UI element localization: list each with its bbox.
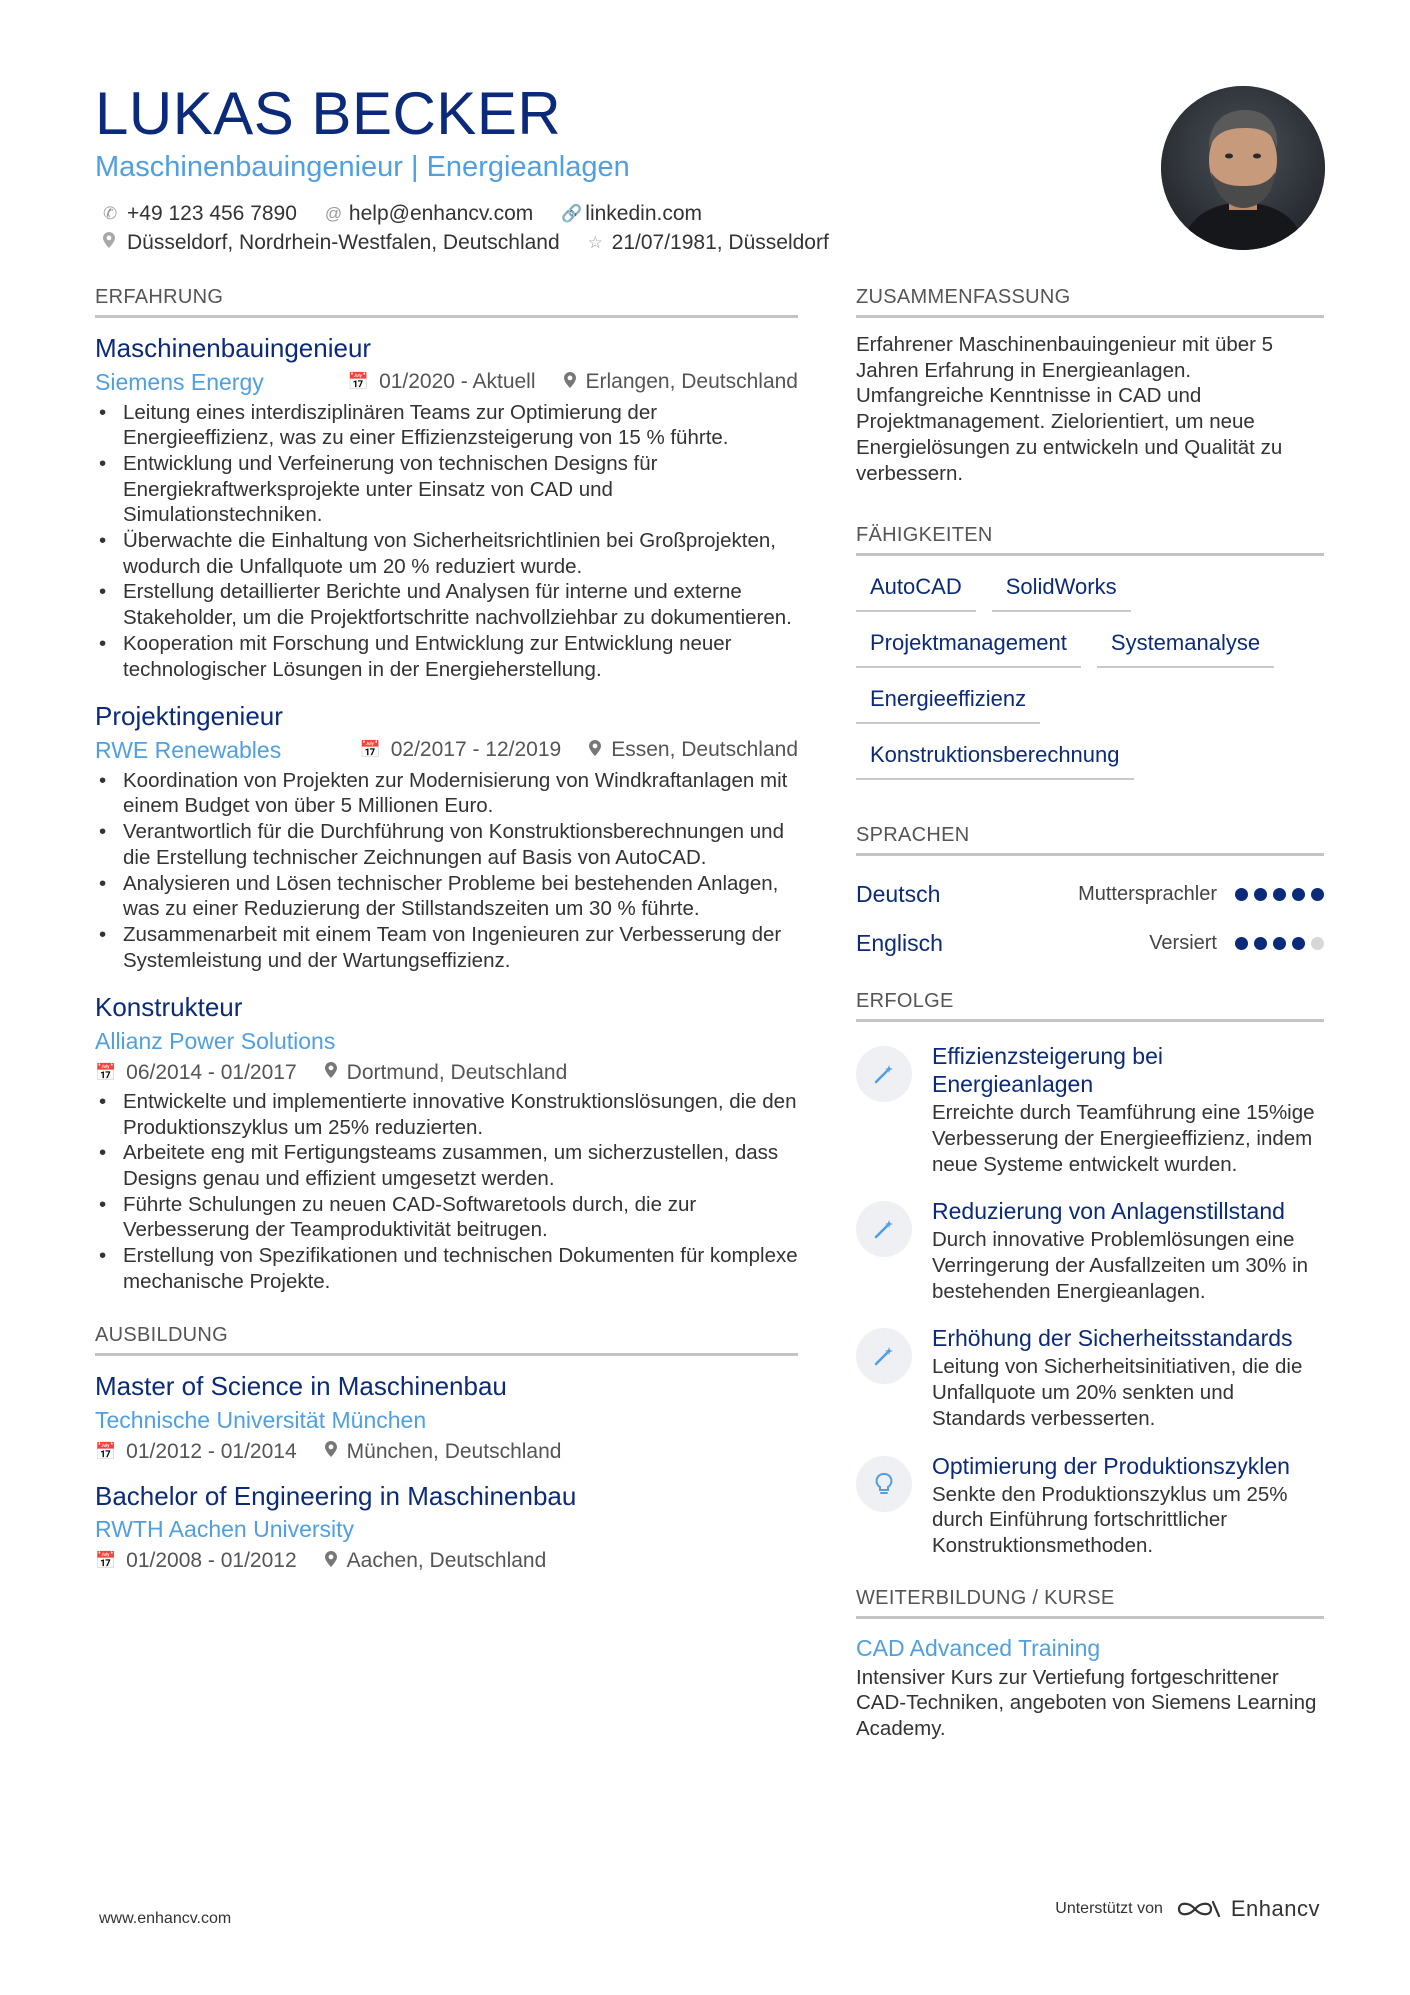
calendar-icon: 📅 (359, 740, 381, 760)
job-location-text: Erlangen, Deutschland (585, 370, 798, 393)
lightbulb-icon (856, 1456, 912, 1512)
bullet-item: • Leitung eines interdisziplinären Teams zur Optimierung der Energieeffizienz, was zu einer Effizienzsteigerung von 15 % führte. (95, 400, 798, 451)
edu-school: RWTH Aachen University (95, 1516, 355, 1543)
job-location (325, 1061, 568, 1085)
job-role: Projektingenieur (95, 701, 283, 732)
job-location-text: Dortmund, Deutschland (346, 1060, 568, 1084)
job-role: Konstrukteur (95, 992, 243, 1023)
language-row (856, 870, 1324, 919)
languages-section-title: SPRACHEN (856, 824, 1324, 856)
bullet-item: • Zusammenarbeit mit einem Team von Ingenieuren zur Verbesserung der Systemleistung und der Wartungseffizienz. (95, 922, 798, 973)
contact-location (103, 231, 560, 255)
brand-name: Enhancv (1230, 1896, 1320, 1921)
education-entry (95, 1480, 798, 1574)
rating-dot-filled (1273, 937, 1286, 950)
achievement-desc: Erreichte durch Teamführung eine 15%ige Verbesserung der Energieeffizienz, indem neue Systeme entwickelt wurden. (932, 1101, 1315, 1176)
edu-dates (95, 1440, 297, 1464)
bullet-item: • Verantwortlich für die Durchführung von Konstruktionsberechnungen und die Erstellung technischer Zeichnungen auf Basis von AutoCAD. (95, 819, 798, 870)
rating-dot-filled (1311, 888, 1324, 901)
magic-wand-icon (856, 1201, 912, 1257)
bullet-item: • Entwicklung und Verfeinerung von technischen Designs für Energiekraftwerksprojekte unter Einsatz von CAD und Simulationstechniken. (95, 451, 798, 528)
summary-section-title: ZUSAMMENFASSUNG (856, 286, 1324, 318)
edu-school: Technische Universität München (95, 1406, 427, 1433)
phone-icon: ✆ (103, 203, 118, 223)
magic-wand-icon (856, 1328, 912, 1384)
achievement-title: Effizienzsteigerung bei Energieanlagen (932, 1043, 1163, 1098)
link-icon: 🔗 (561, 203, 583, 223)
edu-dates-text: 01/2008 - 01/2012 (126, 1549, 297, 1573)
rating-dot-filled (1254, 937, 1267, 950)
skill-tag: Energieeffizienz (856, 682, 1040, 724)
rating-dot-filled (1292, 888, 1305, 901)
contact-birth (588, 231, 829, 255)
left-column (95, 286, 798, 1589)
course-entry (856, 1633, 1324, 1742)
summary-text: Erfahrener Maschinenbauingenieur mit über 5 Jahren Erfahrung in Energieanlagen. Umfangreiche Kenntnisse in CAD und Projektmanagement. Zielorientiert, um neue Energielösungen zu entwickeln und Qualität zu verbessern. (856, 333, 1283, 485)
language-name: Englisch (856, 930, 943, 957)
bullet-item: • Analysieren und Lösen technischer Probleme bei bestehenden Anlagen, was zu einer Reduzierung der Stillstandszeiten um 30 % führte. (95, 871, 798, 922)
skills-section-title: FÄHIGKEITEN (856, 524, 1324, 556)
right-column (856, 286, 1324, 1742)
email-text[interactable]: help@enhancv.com (348, 201, 534, 225)
language-level: Versiert (1149, 932, 1217, 955)
calendar-icon: 📅 (95, 1441, 117, 1461)
candidate-name: LUKAS BECKER (95, 80, 562, 147)
courses-section-title: WEITERBILDUNG / KURSE (856, 1587, 1324, 1619)
edu-location-text: München, Deutschland (346, 1439, 562, 1463)
job-entry (95, 332, 798, 682)
edu-dates (95, 1549, 297, 1573)
job-bullets (95, 400, 798, 683)
achievement-desc: Leitung von Sicherheitsinitiativen, die die Unfallquote um 20% senkten und Standards verbesserten. (932, 1355, 1303, 1430)
course-desc: Intensiver Kurs zur Vertiefung fortgeschrittener CAD-Techniken, angeboten von Siemens Learning Academy. (856, 1665, 1317, 1741)
bullet-item: • Kooperation mit Forschung und Entwicklung zur Entwicklung neuer technologischer Lösungen in der Energieherstellung. (95, 631, 798, 682)
edu-location-text: Aachen, Deutschland (346, 1549, 547, 1573)
job-dates-text: 02/2017 - 12/2019 (390, 738, 562, 762)
job-meta (95, 1028, 798, 1085)
rating-dot-filled (1235, 888, 1248, 901)
achievement-body (932, 1042, 1324, 1177)
rating-dot-filled (1273, 888, 1286, 901)
edu-details (95, 1440, 798, 1464)
edu-meta (95, 1407, 798, 1464)
contact-linkedin[interactable] (561, 202, 702, 226)
phone-text: +49 123 456 7890 (127, 201, 297, 225)
rating-dot-filled (1292, 937, 1305, 950)
job-company: RWE Renewables (95, 736, 282, 763)
bullet-item: • Arbeitete eng mit Fertigungsteams zusammen, um sicherzustellen, dass Designs genau und effizient umgesetzt werden. (95, 1140, 798, 1191)
achievement-desc: Senkte den Produktionszyklus um 25% durch Einführung fortschrittlicher Konstruktionsmethoden. (932, 1482, 1288, 1557)
contact-phone (103, 202, 297, 226)
linkedin-text[interactable]: linkedin.com (585, 201, 703, 225)
job-company: Siemens Energy (95, 368, 264, 395)
job-company: Allianz Power Solutions (95, 1027, 336, 1054)
language-rating (1235, 937, 1324, 950)
course-title: CAD Advanced Training (856, 1634, 1101, 1661)
contact-row-1 (103, 199, 923, 228)
skill-tag: Systemanalyse (1097, 626, 1274, 668)
edu-location (325, 1549, 547, 1573)
pin-icon (325, 1551, 337, 1572)
job-entry (95, 700, 798, 973)
job-details (320, 370, 798, 394)
achievement-item (856, 1042, 1324, 1177)
education-section-title: AUSBILDUNG (95, 1324, 798, 1356)
contact-row-2 (103, 228, 923, 257)
job-dates (95, 1061, 297, 1085)
language-proficiency (1149, 932, 1324, 955)
achievement-title: Reduzierung von Anlagenstillstand (932, 1198, 1285, 1225)
bullet-item: • Überwachte die Einhaltung von Sicherheitsrichtlinien bei Großprojekten, wodurch die Unfallquote um 20 % reduziert wurde. (95, 528, 798, 579)
achievement-body (932, 1324, 1324, 1431)
rating-dot-filled (1235, 937, 1248, 950)
edu-details (95, 1549, 798, 1573)
edu-location (325, 1440, 562, 1464)
skill-tag: AutoCAD (856, 570, 976, 612)
pin-icon (325, 1062, 337, 1083)
job-details (95, 1061, 798, 1085)
achievement-item (856, 1197, 1324, 1304)
birth-text: 21/07/1981, Düsseldorf (611, 230, 829, 254)
achievement-item (856, 1324, 1324, 1431)
skill-tag: SolidWorks (992, 570, 1131, 612)
calendar-icon: 📅 (347, 372, 370, 391)
job-dates (360, 738, 562, 762)
job-location-text: Essen, Deutschland (611, 738, 798, 762)
achievement-body (932, 1452, 1324, 1559)
job-meta (95, 737, 798, 764)
powered-by-text: Unterstützt von (1055, 1900, 1163, 1917)
edu-meta (95, 1516, 798, 1573)
edu-degree: Master of Science in Maschinenbau (95, 1371, 507, 1402)
contact-email[interactable] (325, 202, 533, 226)
pin-icon (325, 1441, 337, 1462)
job-entry (95, 991, 798, 1294)
job-dates-text: 01/2020 - Aktuell (379, 370, 536, 393)
calendar-icon: 📅 (95, 1551, 117, 1571)
job-bullets (95, 1089, 798, 1295)
rating-dot-empty (1311, 937, 1324, 950)
job-dates-text: 06/2014 - 01/2017 (126, 1060, 297, 1084)
job-meta (95, 369, 798, 396)
bullet-item: • Erstellung detaillierter Berichte und Analysen für interne und externe Stakeholder, um die Projektfortschritte nachvollziehbar zu dokumentieren. (95, 579, 798, 630)
language-rating (1235, 888, 1324, 901)
candidate-headline: Maschinenbauingenieur | Energieanlagen (95, 151, 630, 183)
bullet-item: • Koordination von Projekten zur Modernisierung von Windkraftanlagen mit einem Budget von über 5 Millionen Euro. (95, 768, 798, 819)
edu-degree: Bachelor of Engineering in Maschinenbau (95, 1480, 577, 1511)
skills-list (856, 570, 1324, 780)
achievements-section-title: ERFOLGE (856, 990, 1324, 1022)
footer-website[interactable]: www.enhancv.com (99, 1910, 232, 1927)
calendar-icon: 📅 (95, 1062, 117, 1082)
star-icon: ☆ (587, 232, 603, 252)
achievement-title: Erhöhung der Sicherheitsstandards (932, 1325, 1293, 1352)
footer-powered-by (1055, 1896, 1320, 1922)
achievement-item (856, 1452, 1324, 1559)
language-name: Deutsch (856, 881, 941, 908)
language-row (856, 919, 1324, 968)
contact-info (103, 199, 923, 257)
achievement-title: Optimierung der Produktionszyklen (932, 1452, 1290, 1479)
education-entry (95, 1370, 798, 1464)
language-level: Muttersprachler (1078, 883, 1217, 906)
location-text: Düsseldorf, Nordrhein-Westfalen, Deutschland (127, 230, 560, 254)
skill-tag: Projektmanagement (856, 626, 1081, 668)
magic-wand-icon (856, 1046, 912, 1102)
job-location (589, 738, 798, 762)
skill-tag: Konstruktionsberechnung (856, 738, 1134, 780)
profile-photo (1161, 86, 1325, 250)
pin-icon (589, 740, 601, 761)
at-icon: @ (324, 203, 343, 223)
achievement-body (932, 1197, 1324, 1304)
enhancv-logo-icon (1175, 1898, 1221, 1920)
edu-dates-text: 01/2012 - 01/2014 (126, 1439, 297, 1463)
pin-icon (103, 232, 127, 253)
job-role: Maschinenbauingenieur (95, 333, 372, 363)
job-dates (348, 370, 536, 394)
bullet-item: • Erstellung von Spezifikationen und technischen Dokumenten für komplexe mechanische Projekte. (95, 1243, 798, 1294)
job-location (564, 370, 798, 394)
language-proficiency (1078, 883, 1324, 906)
bullet-item: • Führte Schulungen zu neuen CAD-Softwaretools durch, die zur Verbesserung der Teamproduktivität beitrugen. (95, 1192, 798, 1243)
job-details (332, 738, 798, 762)
rating-dot-filled (1254, 888, 1267, 901)
experience-section-title: ERFAHRUNG (95, 286, 798, 318)
achievement-desc: Durch innovative Problemlösungen eine Verringerung der Ausfallzeiten um 30% in bestehenden Energieanlagen. (932, 1228, 1309, 1303)
bullet-item: • Entwickelte und implementierte innovative Konstruktionslösungen, die den Produktionszyklus um 25% reduzierten. (95, 1089, 798, 1140)
job-bullets (95, 768, 798, 974)
pin-icon (564, 372, 576, 393)
